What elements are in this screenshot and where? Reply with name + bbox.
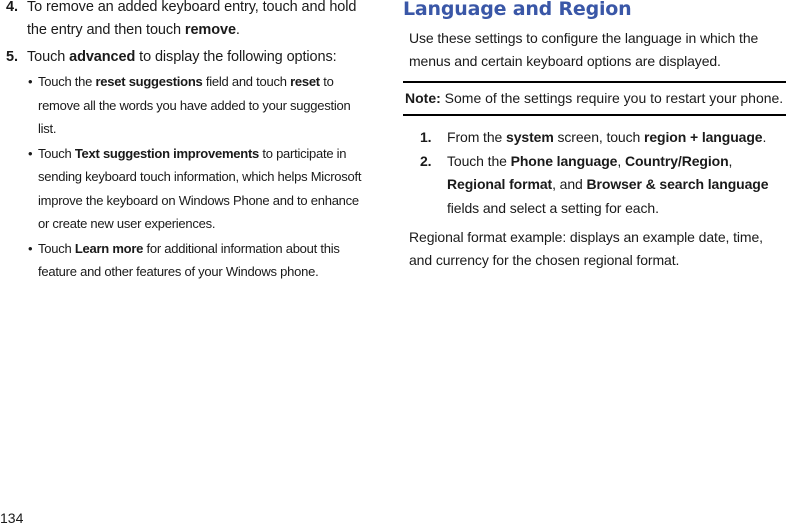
bullet-text: Touch (38, 240, 75, 256)
step-end: . (235, 22, 240, 38)
bullet-reset-suggestions (6, 70, 366, 141)
page-number: 134 (0, 510, 24, 526)
bullet-text: to participate in sending keyboard touch information, which helps Microsoft improve the keyboard on Windows Phone and to enhance or create new user experiences. (38, 145, 362, 231)
step-bold: Country/Region (624, 152, 729, 169)
bullet-text-suggestion-improvements (6, 142, 366, 236)
section-heading: Language and Region (403, 0, 632, 20)
right-column (403, 0, 786, 272)
step-bold: advanced (69, 49, 136, 65)
bullet-text: for additional information about this feature and other features of your Windows phone. (38, 240, 340, 279)
step-number: 2. (420, 152, 432, 169)
step-bold: system (506, 129, 554, 145)
bullet-bold: Text suggestion improvements (74, 145, 259, 161)
intro-paragraph: Use these settings to configure the language in which the menus and certain keyboard options are displayed. (409, 30, 759, 69)
example-paragraph: Regional format example: displays an example date, time, and currency for the chosen regional format. (409, 229, 763, 268)
bullet-dot: • (28, 145, 33, 161)
note-text: Some of the settings require you to restart your phone. (440, 90, 784, 106)
steps-list (403, 126, 786, 220)
step-text: , and (552, 176, 587, 192)
step-text: . (762, 129, 767, 145)
bullet-text: to remove all the words you have added to your suggestion list. (38, 74, 351, 136)
step-1 (403, 126, 786, 150)
step-text: From the (447, 129, 507, 145)
step-text: fields and select a setting for each. (447, 199, 659, 216)
step-text: screen, touch (553, 129, 644, 145)
step-5 (6, 46, 366, 69)
step-number: 4. (6, 0, 18, 15)
note-label: Note: (405, 90, 441, 106)
step-bold: remove (184, 22, 236, 38)
bullet-bold: Learn more (74, 240, 144, 256)
step-bold: region + language (644, 129, 763, 145)
bullet-text: Touch (38, 145, 75, 161)
step-bold: Regional format (447, 176, 553, 192)
bullet-text: Touch the (38, 74, 96, 89)
left-column (6, 0, 366, 284)
note-box (403, 81, 786, 116)
step-number: 1. (420, 129, 432, 145)
step-2 (403, 150, 786, 221)
bullet-learn-more (6, 237, 366, 284)
step-text: to display the following options: (135, 49, 337, 65)
step-text: Touch (27, 49, 70, 65)
bullet-text: field and touch (202, 74, 291, 89)
step-text: Touch the (447, 152, 511, 169)
step-4 (6, 0, 366, 42)
step-text: , (728, 152, 733, 169)
bullet-bold: reset (290, 74, 320, 89)
bullet-bold: reset suggestions (95, 74, 203, 89)
step-text: , (617, 152, 625, 169)
bullet-dot: • (28, 74, 33, 89)
step-bold: Browser & search language (586, 176, 769, 192)
step-text: To remove an added keyboard entry, touch and hold the entry and then touch (27, 0, 357, 38)
step-bold: Phone language (510, 152, 618, 169)
bullet-dot: • (28, 240, 33, 256)
step-number: 5. (6, 49, 18, 65)
